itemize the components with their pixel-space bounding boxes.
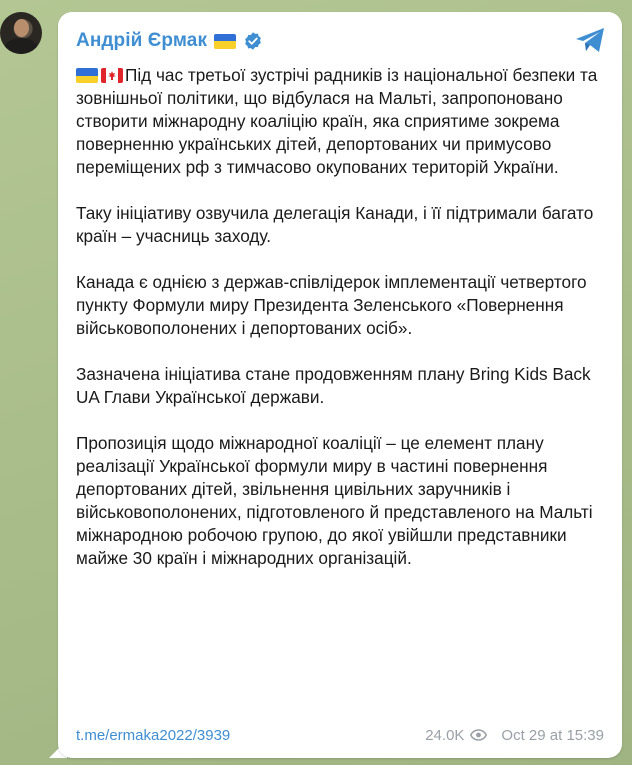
message-header [76,28,263,54]
avatar-head [14,19,29,37]
message-footer [76,724,604,746]
author-name[interactable]: Андрій Єрмак [76,30,208,51]
paragraph-3: Канада є однією з держав-співлідерок імплементації четвертого пункту Формули миру Президента Зеленського «Повернення військовополонених і депортованих осіб». [76,272,587,338]
message-text [76,64,610,570]
telegram-share-icon[interactable] [574,26,606,54]
timestamp: Oct 29 at 15:39 [501,726,604,744]
ukraine-flag-icon [76,68,98,83]
view-count: 24.0K [425,726,465,744]
post-link[interactable]: t.me/ermaka2022/3939 [76,726,231,744]
verified-badge-icon [243,31,263,51]
ukraine-flag-icon [214,34,236,49]
message-bubble [58,12,622,758]
paragraph-5: Пропозиція щодо міжнародної коаліції – це елемент плану реалізації Української формули миру в частині повернення депортованих дітей, звільнення цивільних заручників і військовополонених, підготовленого й представленого на Мальті міжнародною робочою групою, до якої увійшли представники майже 30 країн і міжнародних організацій. [76,433,593,568]
paragraph-2: Таку ініціативу озвучила делегація Канади, і її підтримали багато країн – учасниць заходу. [76,203,594,246]
paragraph-1-text: Під час третьої зустрічі радників із національної безпеки та зовнішньої політики, що відбулася на Мальті, запропоновано створити міжнародну коаліцію країн, яка сприятиме зокрема поверненню українських дітей, депортованих чи примусово переміщених рф з тимчасово окупованих територій України. [76,65,598,177]
avatar[interactable] [0,12,42,54]
avatar-shoulders [4,38,38,54]
paragraph-4: Зазначена ініціатива стане продовженням плану Bring Kids Back UA Глави Української держави. [76,364,591,407]
message-meta [425,727,604,744]
paragraph-1 [76,64,610,179]
canada-flag-icon [101,68,123,83]
eye-icon [470,729,487,741]
